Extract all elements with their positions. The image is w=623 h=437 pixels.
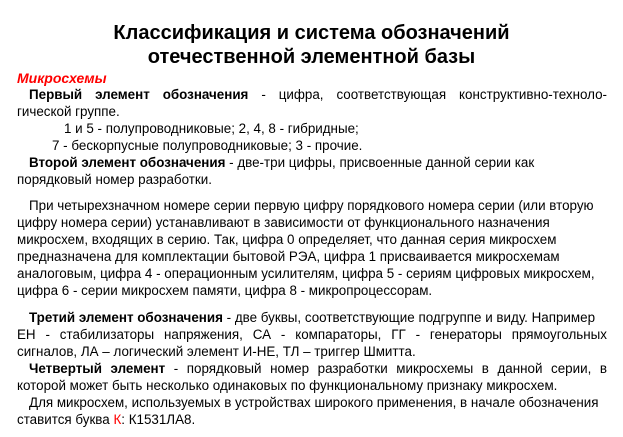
- paragraph-text: - две буквы, соответствующие подгруппе и виду. Например: [222, 310, 596, 325]
- paragraph-line: которой может быть несколько одинаковых по функциональному признаку микросхем.: [17, 378, 558, 393]
- paragraph-text: - цифра, соответствующая конструктивно-техноло-: [248, 87, 607, 102]
- term-second-element: Второй элемент обозначения: [29, 155, 226, 170]
- paragraph-line: ЕН - стабилизаторы напряжения, СА - компараторы, ГГ - генераторы прямоугольных: [17, 327, 607, 342]
- paragraph-text: ставится буква: [17, 412, 114, 427]
- paragraph-line: аналоговым, цифра 4 - операционным усилителям, цифра 5 - сериям цифровых микросхем,: [17, 266, 595, 281]
- paragraph-line: предназначена для комплектации бытовой РЭА, цифра 1 присваивается микросхемам: [17, 249, 560, 264]
- paragraph-line: При четырехзначном номере серии первую цифру порядкового номера серии (или вторую: [29, 198, 594, 213]
- paragraph-line: цифра 6 - серии микросхем памяти, цифра 8 - микропроцессорам.: [17, 283, 433, 298]
- paragraph-text: - порядковый номер разработки микросхемы в данной серии, в: [165, 361, 607, 376]
- paragraph-line: порядковый номер разработки.: [17, 172, 212, 187]
- example-line: [17, 412, 195, 428]
- paragraph-first-element: [17, 87, 607, 103]
- page-title-line-1: Классификация и система обозначений: [113, 22, 510, 44]
- paragraph-second-element: [29, 155, 534, 171]
- paragraph-fourth-element: [17, 361, 607, 377]
- paragraph-line: Для микросхем, используемых в устройствах широкого применения, в начале обозначения: [29, 395, 599, 410]
- term-third-element: Третий элемент обозначения: [29, 310, 223, 325]
- paragraph-text: - две-три цифры, присвоенные данной серии как: [225, 155, 535, 170]
- paragraph-line: сигналов, ЛА – логический элемент И-НЕ, ТЛ – триггер Шмитта.: [17, 344, 416, 359]
- page-title-line-2: отечественной элементной базы: [147, 46, 476, 68]
- example-designation: : К1531ЛА8.: [121, 412, 196, 427]
- paragraph-line: цифру номера серии) устанавливают в зависимости от функционального назначения: [17, 215, 550, 230]
- list-item: 7 - бескорпусные полупроводниковые; 3 - прочие.: [52, 138, 363, 153]
- paragraph-third-element: [29, 310, 595, 326]
- paragraph-line: гической группе.: [17, 104, 120, 119]
- paragraph-line: микросхем, входящих в серию. Так, цифра 0 определяет, что данная серия микросхем: [17, 232, 557, 247]
- term-first-element: Первый элемент обозначения: [29, 87, 249, 102]
- highlight-letter: К: [113, 412, 122, 427]
- list-item: 1 и 5 - полупроводниковые; 2, 4, 8 - гибридные;: [64, 121, 359, 136]
- section-heading: Микросхемы: [17, 70, 107, 86]
- term-fourth-element: Четвертый элемент: [29, 361, 166, 376]
